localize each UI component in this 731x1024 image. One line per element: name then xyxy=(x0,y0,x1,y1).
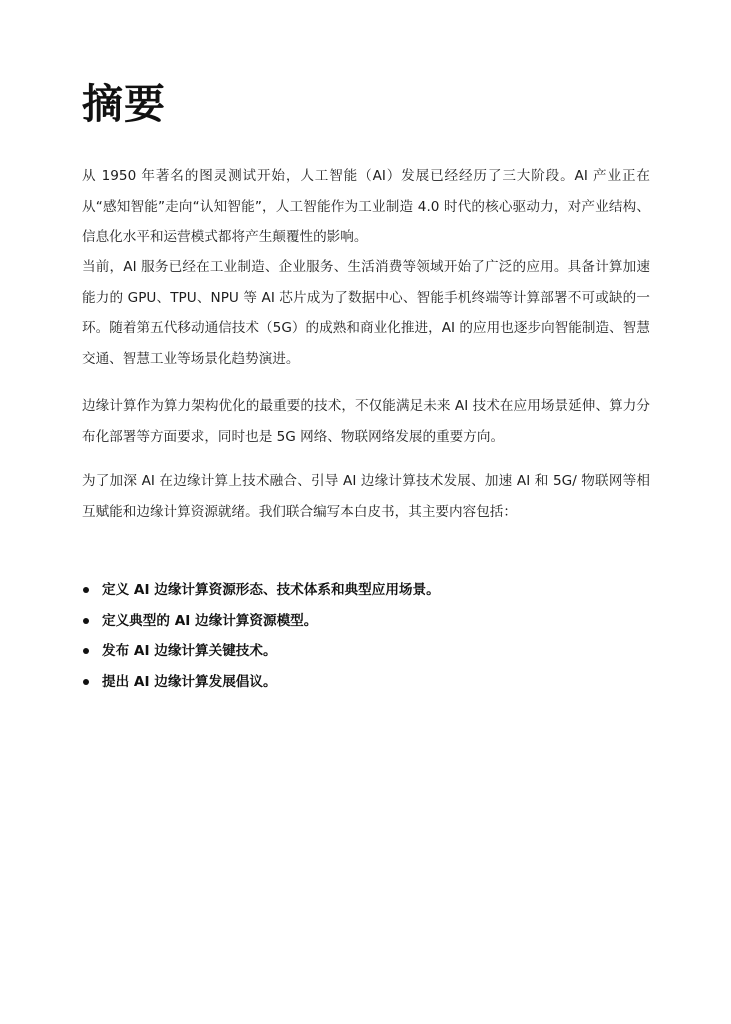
list-item-text: 提出 AI 边缘计算发展倡议。 xyxy=(102,673,277,690)
list-item-text: 定义典型的 AI 边缘计算资源模型。 xyxy=(102,612,318,629)
page-title: 摘要 xyxy=(82,80,166,128)
paragraph-edge-computing: 边缘计算作为算力架构优化的最重要的技术，不仅能满足未来 AI 技术在应用场景延伸、算力分布化部署等方面要求，同时也是 5G 网络、物联网络发展的重要方向。 xyxy=(82,398,650,445)
list-item-text: 发布 AI 边缘计算关键技术。 xyxy=(102,643,277,659)
bullet-dot-icon xyxy=(83,679,89,685)
bullet-dot-icon xyxy=(83,648,89,654)
list-item-text: 定义 AI 边缘计算资源形态、技术体系和典型应用场景。 xyxy=(102,582,440,598)
list-item xyxy=(82,575,662,606)
list-item xyxy=(82,636,662,667)
summary-bullet-list xyxy=(82,575,662,697)
paragraph-ai-history: 从 1950 年著名的图灵测试开始，人工智能（AI）发展已经经历了三大阶段。AI 产业正在从“感知智能”走向“认知智能”，人工智能作为工业制造 4.0 时代的核心驱动力，对产业结构、信息化水平和运营模式都将产生颠覆性的影响。 xyxy=(82,168,650,245)
bullet-dot-icon xyxy=(83,587,89,593)
list-item xyxy=(82,606,662,637)
bullet-dot-icon xyxy=(83,618,89,624)
paragraph-whitepaper-intro: 为了加深 AI 在边缘计算上技术融合、引导 AI 边缘计算技术发展、加速 AI 和 5G/ 物联网等相互赋能和边缘计算资源就绪。我们联合编写本白皮书，其主要内容包括： xyxy=(82,473,650,520)
paragraph-ai-services: 当前，AI 服务已经在工业制造、企业服务、生活消费等领域开始了广泛的应用。具备计算加速能力的 GPU、TPU、NPU 等 AI 芯片成为了数据中心、智能手机终端等计算部署不可或缺的一环。随着第五代移动通信技术（5G）的成熟和商业化推进，AI 的应用也逐步向智能制造、智慧交通、智慧工业等场景化趋势演进。 xyxy=(82,259,650,367)
list-item xyxy=(82,667,662,698)
